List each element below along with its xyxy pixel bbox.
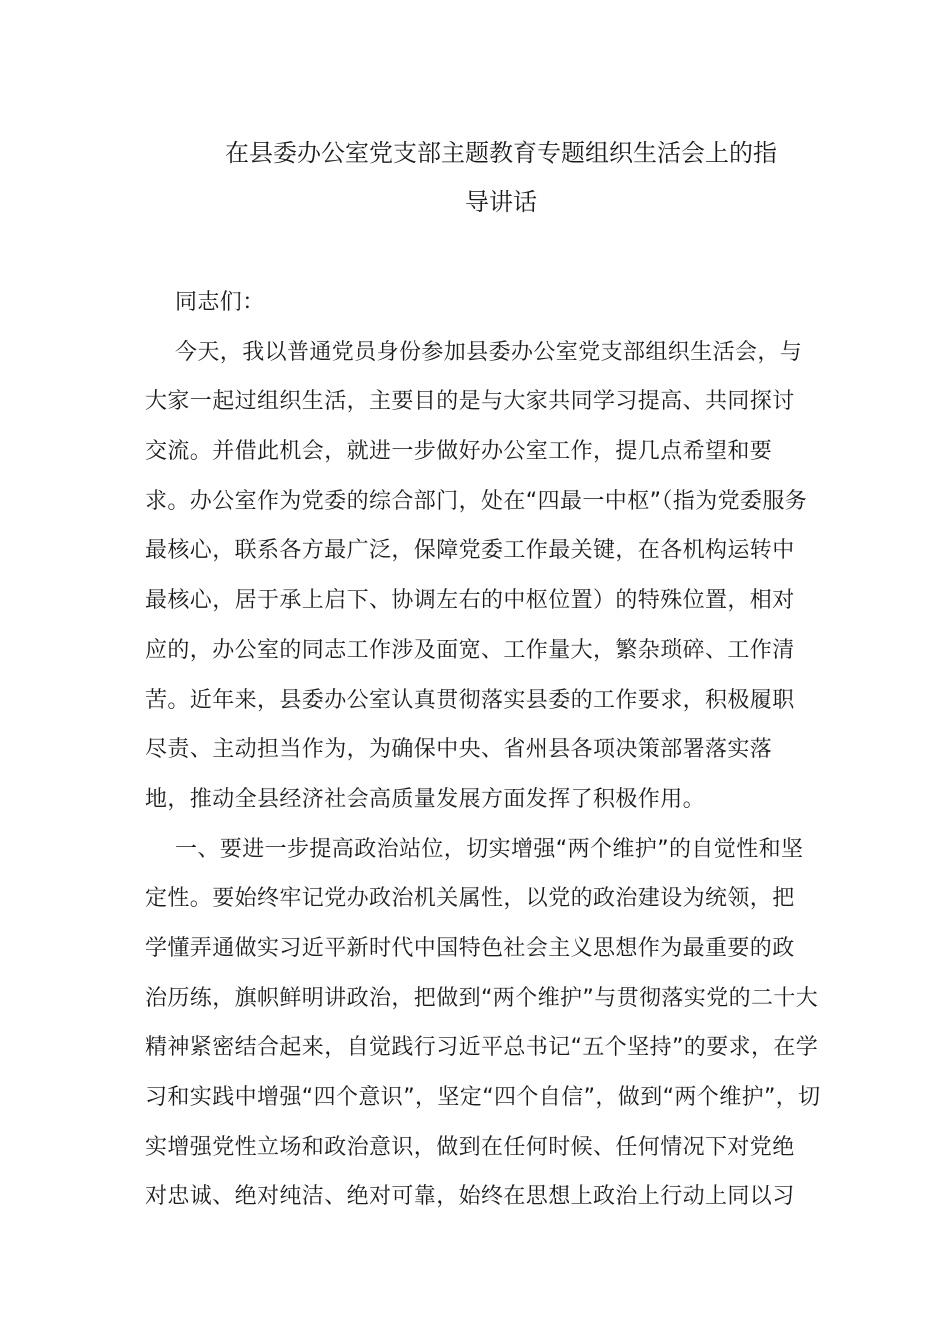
- paragraph-line: 学懂弄通做实习近平新时代中国特色社会主义思想作为最重要的政: [145, 935, 795, 961]
- paragraph-line: 定性。要始终牢记党办政治机关属性，以党的政治建设为统领，把: [145, 886, 795, 912]
- paragraph-line: 大家一起过组织生活，主要目的是与大家共同学习提高、共同探讨: [145, 389, 795, 415]
- paragraph-line: 最核心，联系各方最广泛，保障党委工作最关键，在各机构运转中: [145, 538, 795, 564]
- paragraph-line: 地，推动全县经济社会高质量发展方面发挥了积极作用。: [145, 786, 706, 812]
- paragraph-line: 实增强党性立场和政治意识，做到在任何时候、任何情况下对党绝: [145, 1134, 795, 1160]
- paragraph-line: 尽责、主动担当作为，为确保中央、省州县各项决策部署落实落: [145, 737, 773, 763]
- document-title: [195, 129, 807, 227]
- paragraph-line: 应的，办公室的同志工作涉及面宽、工作量大，繁杂琐碎、工作清: [145, 637, 795, 663]
- paragraph-line: 精神紧密结合起来，自觉践行习近平总书记“五个坚持”的要求，在学: [145, 1035, 819, 1061]
- paragraph-line: 苦。近年来，县委办公室认真贯彻落实县委的工作要求，积极履职: [145, 687, 795, 713]
- paragraph-line: 今天，我以普通党员身份参加县委办公室党支部组织生活会，与: [175, 339, 803, 365]
- paragraph-section-one: [145, 825, 821, 1223]
- greeting: 同志们：: [175, 290, 265, 315]
- paragraph-line: 一、要进一步提高政治站位，切实增强“两个维护”的自觉性和坚: [175, 836, 804, 862]
- paragraph-line: 习和实践中增强“四个意识”，坚定“四个自信”，做到“两个维护”，切: [145, 1085, 821, 1110]
- title-line-1: 在县委办公室党支部主题教育专题组织生活会上的指: [225, 139, 777, 167]
- paragraph-line: 最核心，居于承上启下、协调左右的中枢位置）的特殊位置，相对: [145, 588, 795, 614]
- paragraph-line: 治历练，旗帜鲜明讲政治，把做到“两个维护”与贯彻落实党的二十大: [145, 985, 819, 1011]
- paragraph-line: 求。办公室作为党委的综合部门，处在“四最一中枢”（指为党委服务: [145, 488, 808, 514]
- paragraph-opening: [145, 328, 809, 825]
- paragraph-line: 交流。并借此机会，就进一步做好办公室工作，提几点希望和要: [145, 439, 773, 465]
- document-body: [145, 278, 821, 1222]
- paragraph-line: 对忠诚、绝对纯洁、绝对可靠，始终在思想上政治上行动上同以习: [145, 1184, 795, 1210]
- title-line-2: 导讲话: [465, 188, 537, 216]
